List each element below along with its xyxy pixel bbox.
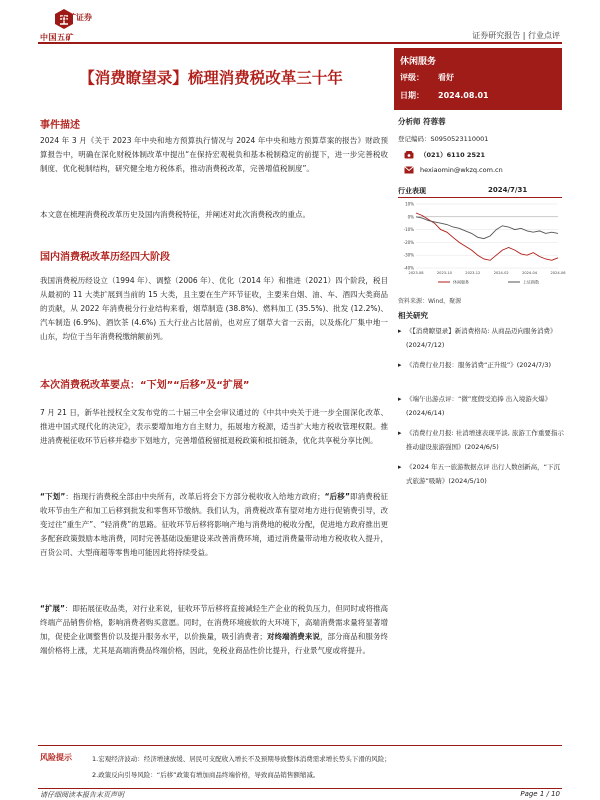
key-points-paragraph-1: 7 月 21 日，新华社授权全文发布党的二十届三中全会审议通过的《中共中央关于进一步全面深化改革、推进中国式现代化的决定》，表示要增加地方自主财力，拓展地方税源，适当扩大地方税收管理权限。推进消费税征收环节后移并稳步下划地方，完善增值税留抵退税政策和抵扣链条，优化共享税分享比例。 [40, 408, 388, 445]
chart-label: 行业表现 [398, 187, 426, 195]
related-item-text[interactable]: 《消费行业月报：服务消费“正升级”》(2024/7/3) [406, 361, 551, 369]
related-title: 相关研究 [398, 311, 428, 320]
footer-rule [38, 788, 562, 789]
bullet-icon: ▸ [398, 395, 402, 403]
chart-y-tick-label: -30% [403, 252, 414, 258]
related-item-text[interactable]: 《【消费瞭望录】新消费格局: 从商品迈向服务消费》(2024/7/12) [406, 327, 557, 349]
page-number: Page 1 / 10 [520, 790, 560, 798]
date-label: 日期： [400, 91, 424, 100]
chart-legend-label: 休闲服务 [453, 279, 469, 285]
doc-type: 证券研究报告 | 行业点评 [472, 31, 560, 40]
industry-name: 休闲服务 [400, 57, 437, 67]
p2-text-b: 即消费税征收环节由生产和加工后移到批发和零售环节缴纳。我们认为，消费税改革有望对地方进行促销费引导，改变过往“重生产”、“轻消费”的思路。征收环节后移将影响产地与消费地的税收分配，促进地方政府推出更多配套政策鼓励本地消费，同时完善基础设施建设来改善消费环境，通过消费量带动地方税收收入提升，百货公司、大型商超等零售地可能因此将持续受益。 [40, 492, 389, 557]
related-item[interactable] [398, 392, 564, 420]
lead-term-down: “下划” [40, 492, 66, 501]
analyst-reg-no: 登记编码：S0950523110001 [398, 135, 489, 143]
chart-y-tick-label: 10% [405, 201, 414, 207]
risk-item: 1.宏观经济波动：经济增速放缓、居民可支配收入增长不及预期导致整体消费需求增长势头下滑的风险； [92, 755, 391, 763]
p3-bold-phrase: 对终端消费来说 [266, 632, 320, 641]
key-points-paragraph-2 [40, 490, 388, 560]
related-item[interactable] [398, 358, 564, 372]
chart-y-tick-label: 0% [407, 214, 414, 220]
bullet-icon: ▸ [398, 327, 402, 335]
chart-x-tick-label: 2024-02 [493, 271, 509, 275]
bullet-icon: ▸ [398, 429, 402, 437]
event-paragraph-2: 本文意在梳理消费税改革历史及国内消费税特征，并阐述对此次消费税改的重点。 [40, 210, 310, 219]
related-item-text[interactable]: 《端午出游点评：“微”度假受追捧 出入境游火爆》(2024/6/14) [406, 395, 552, 417]
broker-name: 五矿证券 [60, 13, 92, 22]
key-points-paragraph-3 [40, 602, 388, 658]
date-value: 2024.08.01 [438, 91, 489, 100]
rating-value: 看好 [438, 73, 454, 82]
email-address[interactable]: hexiaomin@wkzq.com.cn [420, 166, 503, 174]
chart-y-tick-label: -20% [403, 239, 414, 245]
footer-disclaimer: 请仔细阅读本报告末页声明 [40, 791, 124, 799]
chart-y-tick-label: -10% [403, 227, 414, 233]
chart-x-tick-label: 2023-10 [436, 271, 452, 275]
chart-series-line-0 [416, 213, 558, 260]
p2-text-a: ：指现行消费税全部由中央所有，改革后将会下方部分税收收入给地方政府； [65, 492, 325, 501]
chart-x-tick-label: 2024-06 [550, 271, 566, 275]
chart-header [398, 186, 562, 198]
rating-row [400, 72, 454, 83]
p3-text-a: ：即拓展征收品类，对行业来说，征收环节后移将直接减轻生产企业的税负压力，但同时或将推高终端产品销售价格，影响消费者购买意愿。同时，在消费环境疲软的大环境下，高端消费需求量将显著增加，促使企业调整售价以及提升服务水平，以价换量，吸引消费者； [40, 604, 389, 641]
chart-y-tick-label: -40% [403, 265, 414, 271]
section-heading-key-points: 本次消费税改革要点：“下划”“后移”及“扩展” [40, 380, 250, 391]
analyst-phone [398, 150, 485, 159]
related-item[interactable] [398, 426, 564, 454]
bullet-icon: ▸ [398, 463, 402, 471]
chart-legend-label: 上证指数 [523, 279, 539, 285]
chart-series-line-1 [416, 217, 558, 239]
chart-x-tick-label: 2024-04 [522, 271, 538, 275]
risk-item: 2.政策反向引导风险：“后移”政策有增加商品终端价格，导致商品销售额缩减。 [92, 771, 320, 779]
lead-term-back: “后移” [324, 492, 350, 501]
phone-icon [404, 151, 414, 159]
header-rule [38, 42, 562, 44]
date-row [400, 90, 489, 101]
chart-source: 资料来源：Wind，聚源 [398, 298, 462, 305]
chart-svg [398, 200, 566, 288]
stages-paragraph: 我国消费税历经设立（1994 年）、调整（2006 年）、优化（2014 年）和推进（2021）四个阶段，税目从最初的 11 大类扩展到当前的 15 大类，且主要在生产环节征收，主要来自烟、油、车、酒四大类商品的贡献，从 2022 年消费税分行业结构来看，烟草制造 (38.8%)、燃料加工 (35.5%)、批发 (12.2%)、汽车制造 (6.9%)、酒饮茶 (4.6%) 五大行业占比居前，也对应了烟草大省一云南，以及炼化厂集中地一山东，均位于当年消费税缴纳额前列。 [40, 276, 388, 341]
section-heading-stages: 国内消费税改革历经四大阶段 [40, 252, 170, 263]
logo-text: 中国五矿 [40, 33, 74, 42]
email-icon [404, 166, 414, 174]
related-item[interactable] [398, 324, 564, 352]
page-title: 【消费瞭望录】梳理消费税改革三十年 [79, 69, 343, 87]
risk-label: 风险提示 [40, 753, 72, 762]
section-heading-event: 事件描述 [40, 120, 80, 131]
bullet-icon: ▸ [398, 361, 402, 369]
chart-x-tick-label: 2023-08 [408, 271, 424, 275]
lead-term-expand: “扩展” [40, 604, 65, 613]
p3-text-b: ，部分商品和服务终端价格将上涨，尤其是高端消费品终端价格，因此，免税业商品性价比提升，行业景气度或将提升。 [40, 632, 389, 655]
industry-performance-chart [398, 200, 566, 288]
risk-rule [38, 745, 562, 746]
analyst-title: 分析师 符蓉蓉 [398, 117, 446, 126]
related-item-text[interactable]: 《2024 年五一旅游数据点评 出行人数创新高，“下沉式旅游”吸睛》(2024/5/10) [406, 463, 561, 485]
chart-date: 2024/7/31 [488, 186, 528, 194]
rating-label: 评级： [400, 73, 424, 82]
phone-number: （021）6110 2521 [420, 151, 486, 159]
industry-rating-panel [394, 48, 562, 110]
analyst-email [398, 166, 503, 174]
related-item[interactable] [398, 460, 564, 488]
event-paragraph-1: 2024 年 3 月《关于 2023 年中央和地方预算执行情况与 2024 年中央和地方预算草案的报告》财政预算报告中，明确在深化财税体制改革中提出“在保持宏观税负和基本税制稳定的前提下，进一步完善税收制度、优化税制结构，研究健全地方税体系，推动消费税改革，完善增值税制度”。 [40, 136, 388, 173]
chart-x-tick-label: 2023-12 [465, 271, 481, 275]
related-item-text[interactable]: 《消费行业月报: 社消增速表现平淡, 旅游工作重要指示推动建设旅游强国》(2024/6/5) [406, 429, 564, 451]
